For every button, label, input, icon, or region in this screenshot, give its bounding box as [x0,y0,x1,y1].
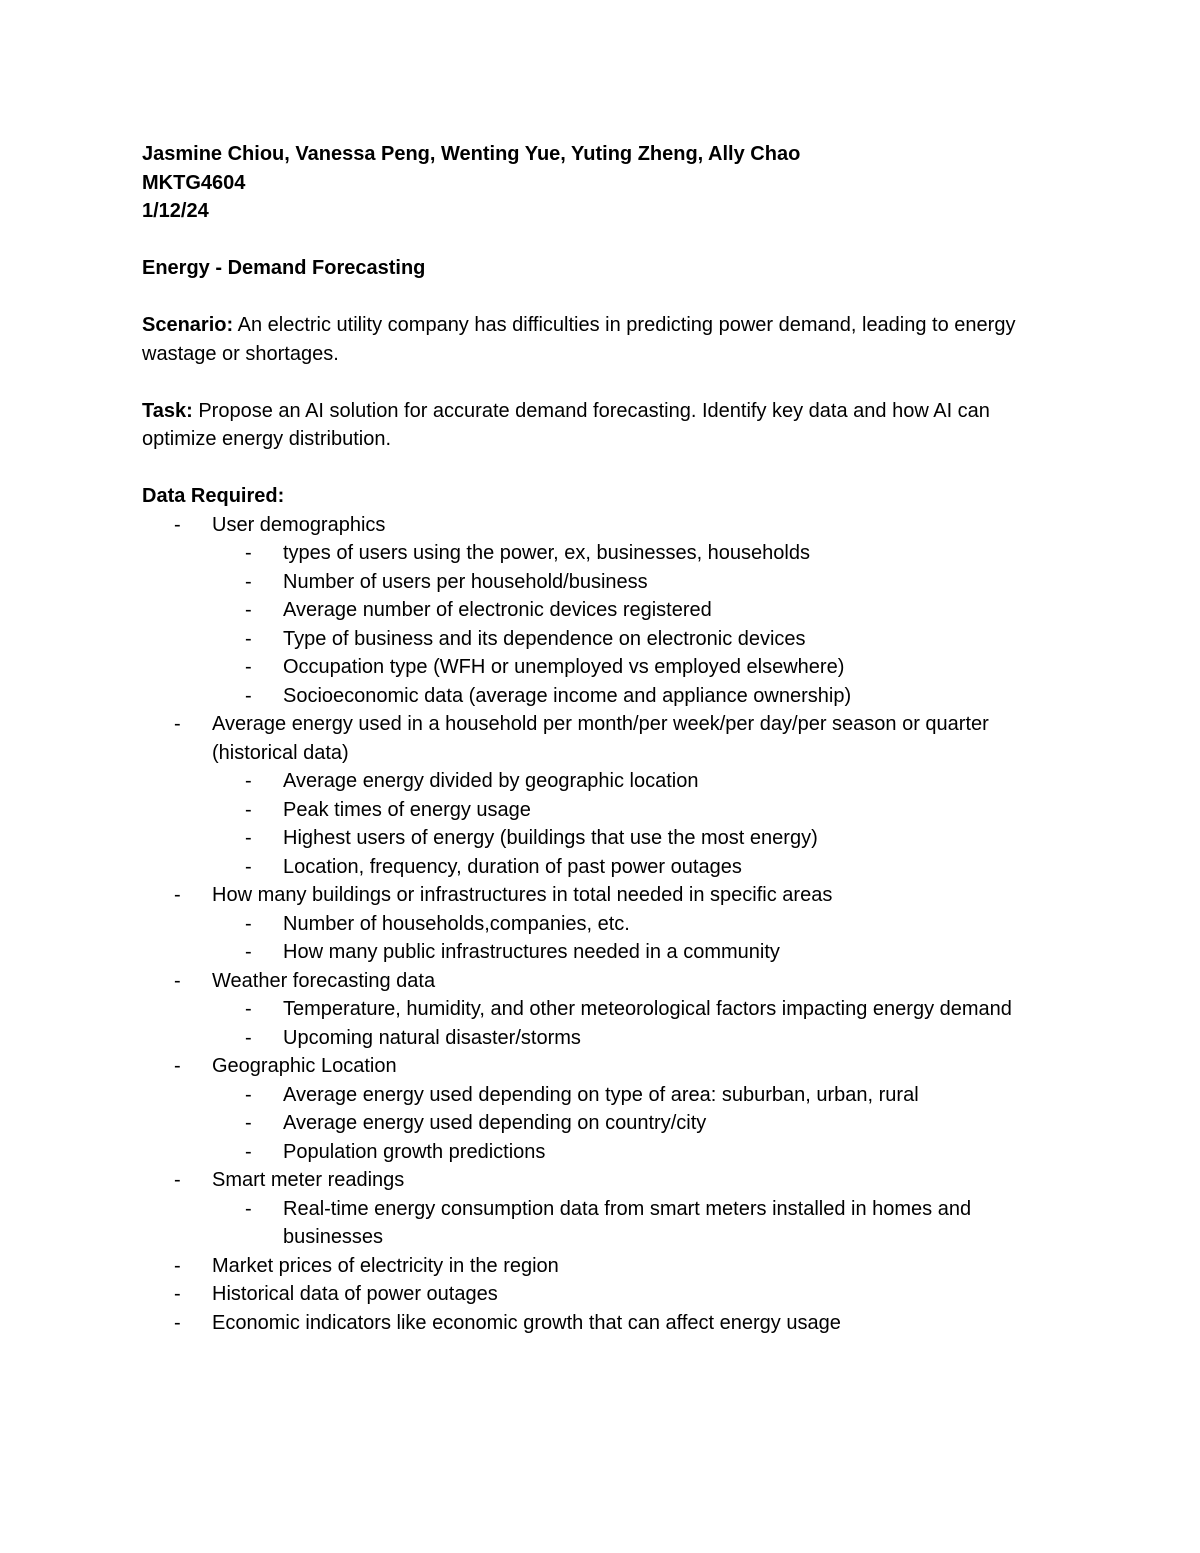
document-page [142,140,1062,1337]
scenario-label: Scenario: [142,314,234,336]
document-date: 1/12/24 [142,200,209,222]
list-item [142,1252,1062,1281]
sub-list-item-text: Upcoming natural disaster/storms [283,1026,581,1049]
bullet-dash: - [245,798,252,821]
bullet-dash: - [174,1055,181,1077]
sub-list [212,995,1062,1052]
sub-list-item [212,796,1062,825]
list-item [142,511,1062,711]
sub-list-item [212,568,1062,597]
bullet-dash: - [245,570,252,593]
sub-list-item [212,767,1062,796]
sub-list-item [212,938,1062,967]
scenario-text: An electric utility company has difficulties in predicting power demand, leading to energy wastage or shortages. [142,314,1016,365]
bullet-dash: - [174,1311,181,1334]
bullet-dash: - [245,770,252,792]
authors-line: Jasmine Chiou, Vanessa Peng, Wenting Yue, Yuting Zheng, Ally Chao [142,143,801,165]
spacer [142,283,1062,312]
list-item-text: How many buildings or infrastructures in total needed in specific areas [212,884,833,906]
list-item [142,1280,1062,1309]
bullet-dash: - [245,627,252,650]
sub-list [212,910,1062,967]
list-item [142,1166,1062,1252]
sub-list-item-text: Number of households,companies, etc. [283,912,630,935]
data-required-list [142,511,1062,1338]
bullet-dash: - [245,656,252,678]
list-item [142,1052,1062,1166]
list-item-text: Average energy used in a household per month/per week/per day/per season or quarter (historical data) [212,713,989,764]
bullet-dash: - [245,855,252,878]
bullet-dash: - [174,969,181,992]
sub-list-item [212,682,1062,711]
task-text: Propose an AI solution for accurate demand forecasting. Identify key data and how AI can optimize energy distribution. [142,399,990,450]
sub-list-item-text: Average number of electronic devices registered [283,599,712,621]
bullet-dash: - [245,998,252,1020]
document-title: Energy - Demand Forecasting [142,257,426,279]
list-item [142,710,1062,881]
sub-list-item-text: Average energy divided by geographic location [283,770,699,792]
bullet-dash: - [245,542,252,564]
sub-list-item [212,539,1062,568]
sub-list-item-text: How many public infrastructures needed in a community [283,941,780,963]
list-item [142,881,1062,967]
sub-list-item-text: Number of users per household/business [283,570,648,593]
sub-list-item-text: types of users using the power, ex, businesses, households [283,542,810,564]
course-code: MKTG4604 [142,171,246,194]
sub-list [212,1081,1062,1167]
sub-list-item-text: Average energy used depending on type of area: suburban, urban, rural [283,1083,919,1106]
sub-list-item-text: Highest users of energy (buildings that use the most energy) [283,827,818,849]
bullet-dash: - [174,713,181,735]
bullet-dash: - [174,513,181,536]
sub-list [212,539,1062,710]
sub-list [212,1195,1062,1252]
sub-list-item [212,910,1062,939]
bullet-dash: - [245,1083,252,1106]
list-item-text: Weather forecasting data [212,969,436,992]
bullet-dash: - [245,1026,252,1049]
bullet-dash: - [245,1112,252,1134]
task-label: Task: [142,399,193,422]
sub-list-item [212,596,1062,625]
bullet-dash: - [174,1169,181,1191]
list-item-text: Smart meter readings [212,1169,405,1191]
sub-list-item [212,1081,1062,1110]
sub-list-item [212,824,1062,853]
sub-list-item-text: Socioeconomic data (average income and appliance ownership) [283,684,852,707]
bullet-dash: - [174,884,181,906]
spacer [142,368,1062,397]
bullet-dash: - [245,1140,252,1163]
list-item-text: Market prices of electricity in the region [212,1254,559,1277]
sub-list-item [212,1138,1062,1167]
bullet-dash: - [174,1254,181,1277]
bullet-dash: - [245,684,252,707]
sub-list-item-text: Average energy used depending on country/city [283,1112,707,1134]
sub-list-item [212,853,1062,882]
scenario-paragraph [142,311,1062,368]
spacer [142,454,1062,483]
bullet-dash: - [245,827,252,849]
list-item-text: Geographic Location [212,1055,397,1077]
task-paragraph [142,397,1062,454]
bullet-dash: - [245,599,252,621]
sub-list-item-text: Real-time energy consumption data from smart meters installed in homes and businesses [283,1197,972,1248]
bullet-dash: - [245,941,252,963]
sub-list [212,767,1062,881]
list-item [142,967,1062,1053]
sub-list-item-text: Occupation type (WFH or unemployed vs employed elsewhere) [283,656,845,678]
sub-list-item [212,995,1062,1024]
bullet-dash: - [245,912,252,935]
sub-list-item [212,1109,1062,1138]
sub-list-item-text: Type of business and its dependence on electronic devices [283,627,806,650]
sub-list-item [212,653,1062,682]
data-required-heading: Data Required: [142,485,285,507]
list-item-text: User demographics [212,513,386,536]
bullet-dash: - [174,1283,181,1305]
sub-list-item-text: Temperature, humidity, and other meteorological factors impacting energy demand [283,998,1012,1020]
sub-list-item-text: Peak times of energy usage [283,798,531,821]
sub-list-item-text: Location, frequency, duration of past power outages [283,855,742,878]
sub-list-item [212,1195,1062,1252]
list-item [142,1309,1062,1338]
sub-list-item [212,1024,1062,1053]
bullet-dash: - [245,1197,252,1220]
sub-list-item [212,625,1062,654]
spacer [142,226,1062,255]
sub-list-item-text: Population growth predictions [283,1140,546,1163]
list-item-text: Historical data of power outages [212,1283,498,1305]
list-item-text: Economic indicators like economic growth that can affect energy usage [212,1311,841,1334]
